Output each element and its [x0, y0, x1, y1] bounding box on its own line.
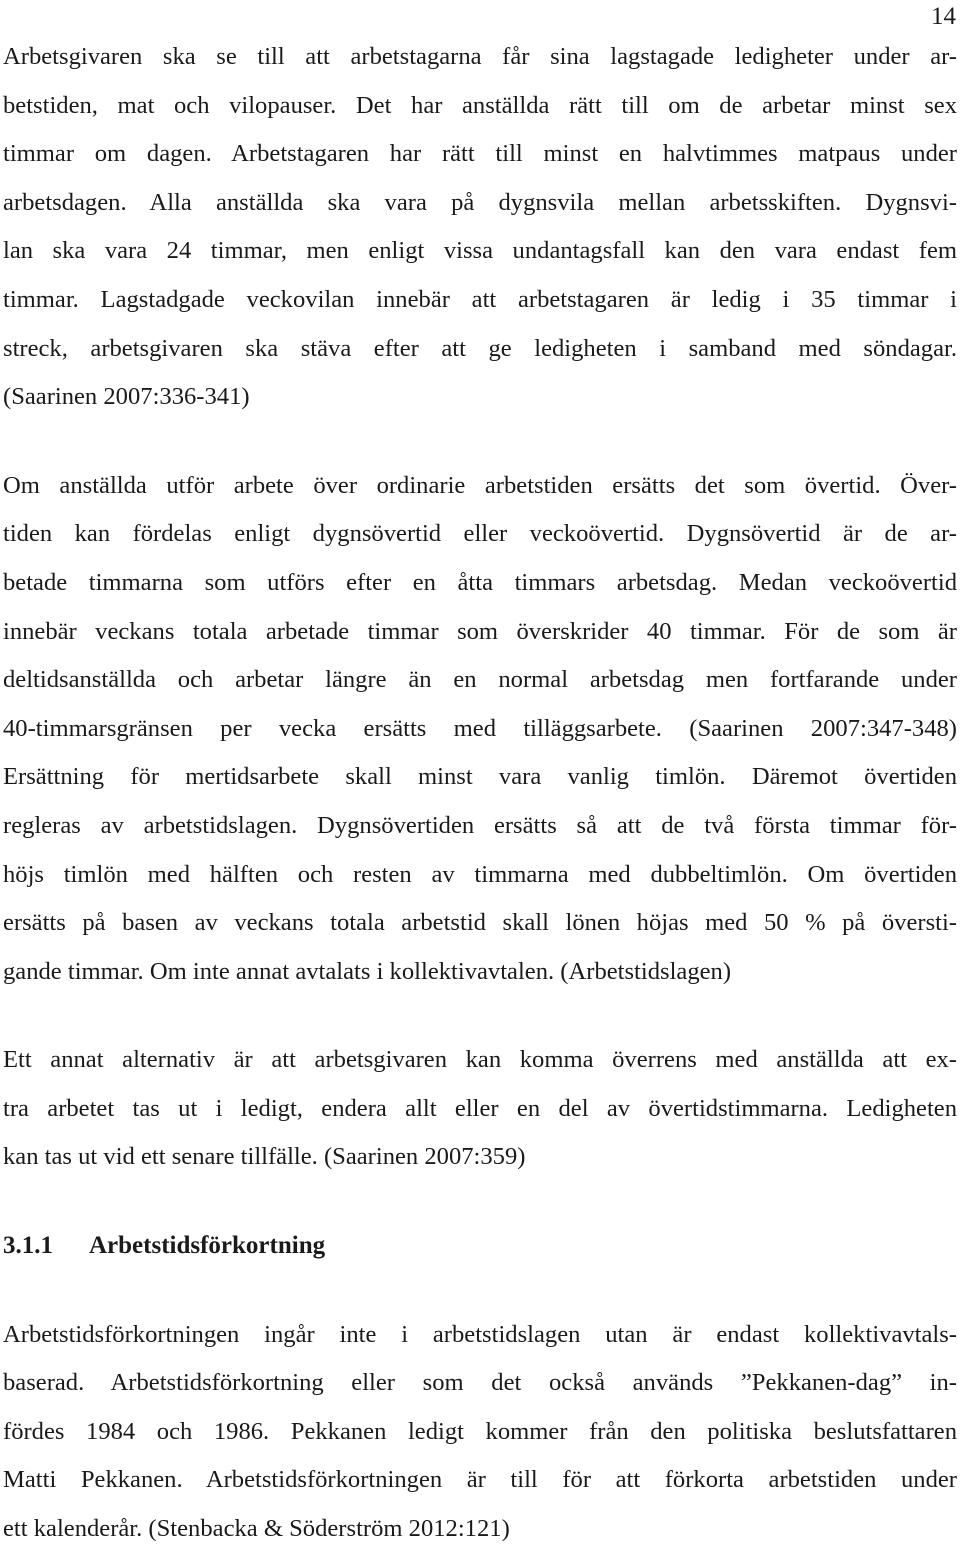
section-heading	[3, 1222, 957, 1271]
paragraph-spacer	[3, 1271, 957, 1311]
text-line: Ett annat alternativ är att arbetsgivaren kan komma överrens med anställda att ex-	[3, 1046, 957, 1074]
paragraph-time-off	[3, 1036, 957, 1182]
text-line: gande timmar. Om inte annat avtalats i kollektivavtalen. (Arbetstidslagen)	[3, 957, 732, 985]
text-line: betade timmarna som utförs efter en åtta timmars arbetsdag. Medan veckoövertid	[3, 568, 957, 596]
paragraph-working-time-reduction	[3, 1311, 957, 1554]
paragraph-overtime	[3, 462, 957, 997]
text-line: Arbetsgivaren ska se till att arbetstagarna får sina lagstagade ledigheter under ar-	[3, 43, 957, 70]
text-line: tiden kan fördelas enligt dygnsövertid eller veckoövertid. Dygnsövertid är de ar-	[3, 520, 957, 548]
text-line: baserad. Arbetstidsförkortning eller som det också används ”Pekkanen-dag” in-	[3, 1369, 957, 1397]
paragraph-spacer	[3, 996, 957, 1036]
text-line: 40-timmarsgränsen per vecka ersätts med tilläggsarbete. (Saarinen 2007:347-348)	[3, 714, 957, 742]
text-line: timmar om dagen. Arbetstagaren har rätt till minst en halvtimmes matpaus under	[3, 140, 957, 168]
text-line: Matti Pekkanen. Arbetstidsförkortningen är till för att förkorta arbetstiden under	[3, 1466, 957, 1494]
text-line: deltidsanställda och arbetar längre än en normal arbetsdag men fortfarande under	[3, 666, 957, 694]
text-line: streck, arbetsgivaren ska stäva efter att ge ledigheten i samband med söndagar.	[3, 334, 957, 362]
paragraph-spacer	[3, 422, 957, 462]
text-line: innebär veckans totala arbetade timmar som överskrider 40 timmar. För de som är	[3, 617, 957, 645]
text-line: Om anställda utför arbete över ordinarie arbetstiden ersätts det som övertid. Över-	[3, 471, 957, 499]
text-line: regleras av arbetstidslagen. Dygnsövertiden ersätts så att de två första timmar för-	[3, 811, 957, 839]
text-line: fördes 1984 och 1986. Pekkanen ledigt kommer från den politiska beslutsfattaren	[3, 1417, 957, 1445]
text-line: betstiden, mat och vilopauser. Det har anställda rätt till om de arbetar minst sex	[3, 91, 957, 119]
text-line: lan ska vara 24 timmar, men enligt vissa undantagsfall kan den vara endast fem	[3, 237, 957, 265]
paragraph-spacer	[3, 1182, 957, 1222]
section-title: Arbetstidsförkortning	[89, 1232, 326, 1260]
text-line: (Saarinen 2007:336-341)	[3, 383, 250, 411]
document-body	[3, 33, 957, 1554]
text-line: Ersättning för mertidsarbete skall minst vara vanlig timlön. Däremot övertiden	[3, 763, 957, 791]
page-number: 14	[931, 3, 956, 30]
text-line: timmar. Lagstadgade veckovilan innebär att arbetstagaren är ledig i 35 timmar i	[3, 285, 957, 313]
text-line: ersätts på basen av veckans totala arbetstid skall lönen höjas med 50 % på översti-	[3, 909, 957, 937]
text-line: ett kalenderår. (Stenbacka & Söderström 2012:121)	[3, 1515, 510, 1543]
section-number: 3.1.1	[3, 1232, 53, 1260]
text-line: Arbetstidsförkortningen ingår inte i arbetstidslagen utan är endast kollektivavtals-	[3, 1320, 957, 1348]
text-line: arbetsdagen. Alla anställda ska vara på dygnsvila mellan arbetsskiften. Dygnsvi-	[3, 188, 957, 216]
text-line: kan tas ut vid ett senare tillfälle. (Saarinen 2007:359)	[3, 1143, 526, 1171]
paragraph-rest-periods	[3, 33, 957, 422]
text-line: höjs timlön med hälften och resten av timmarna med dubbeltimlön. Om övertiden	[3, 860, 957, 888]
text-line: tra arbetet tas ut i ledigt, endera allt eller en del av övertidstimmarna. Ledigheten	[3, 1094, 957, 1122]
